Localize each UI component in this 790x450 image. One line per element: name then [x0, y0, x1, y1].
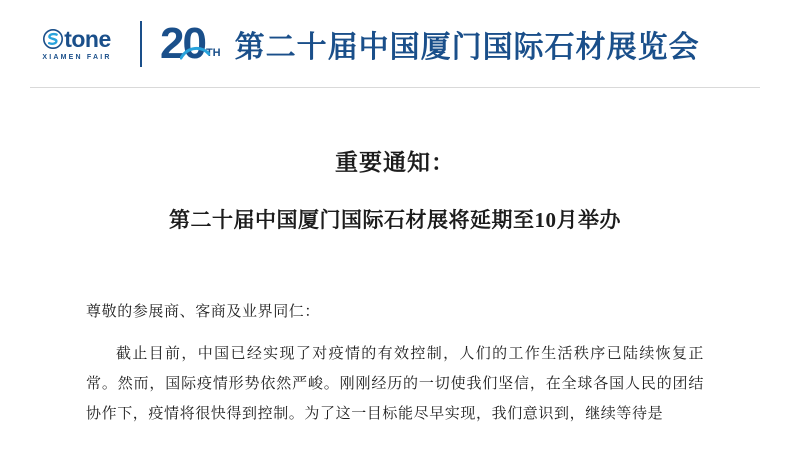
logo-word-text: tone — [64, 25, 111, 52]
header-divider — [140, 21, 142, 67]
body-paragraph: 截止目前，中国已经实现了对疫情的有效控制，人们的工作生活秩序已陆续恢复正常。然而，国际疫情形势依然严峻。刚刚经历的一切使我们坚信，在全球各国人民的团结协作下，疫情将很快得到控制。为了这一目标能尽早实现，我们意识到，继续等待是 — [86, 346, 704, 422]
stone-xiamen-fair-logo — [34, 25, 120, 61]
salutation: 尊敬的参展商、客商及业界同仁： — [86, 304, 321, 320]
logo-wordmark — [43, 25, 111, 52]
notice-title: 重要通知： — [335, 150, 455, 175]
site-header — [0, 0, 790, 88]
stone-s-icon — [43, 29, 63, 49]
logo-subtitle: XIAMEN FAIR — [42, 53, 112, 61]
header-title: 第二十届中国厦门国际石材展览会 — [234, 31, 700, 64]
anniversary-ordinal: TH — [205, 46, 221, 59]
anniversary-number — [160, 19, 205, 69]
anniversary-mark — [160, 19, 221, 69]
notice-subtitle: 第二十届中国厦门国际石材展将延期至10月举办 — [169, 208, 621, 232]
anniversary-number-text: 20 — [160, 19, 205, 69]
document-body — [0, 144, 790, 429]
anniversary-swoosh-icon — [180, 45, 210, 61]
header-bottom-rule — [30, 87, 760, 88]
